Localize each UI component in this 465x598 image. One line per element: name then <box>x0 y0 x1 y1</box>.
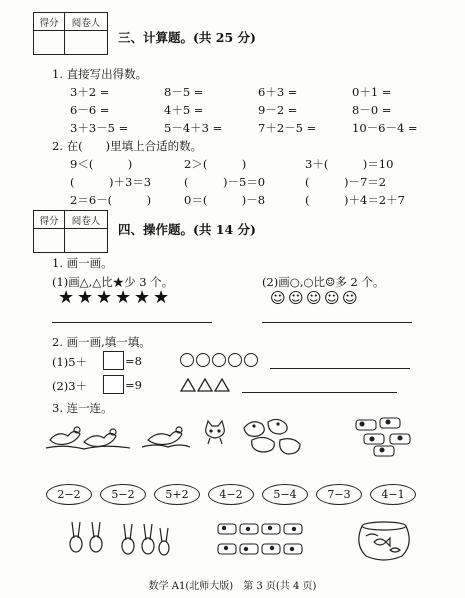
star-icon: ★ <box>153 287 170 308</box>
answer-line[interactable] <box>52 322 212 323</box>
arithmetic-problem[interactable]: 8－5 = <box>164 85 204 99</box>
fill-blank-problem[interactable]: 3＋( )＝10 <box>305 157 394 171</box>
circle-icon <box>180 353 194 367</box>
expression-oval[interactable]: 5−4 <box>262 484 308 505</box>
s4-q2-row1-suffix: =8 <box>125 354 142 368</box>
ducks-picture[interactable] <box>44 418 136 452</box>
arithmetic-problem[interactable]: 7＋2－5 = <box>258 121 317 135</box>
fill-blank-problem[interactable]: ( )－7＝2 <box>305 175 387 189</box>
section4-title: 四、操作题。(共 14 分) <box>118 222 256 237</box>
circle-icon <box>244 353 258 367</box>
star-icon: ★ <box>77 287 94 308</box>
arithmetic-problem[interactable]: 6－6 = <box>70 103 110 117</box>
answer-line[interactable] <box>270 368 410 369</box>
score-label: 得分 <box>34 13 65 31</box>
smiley-icon: ☺ <box>288 289 304 307</box>
score-cell[interactable] <box>34 31 65 55</box>
grader-cell[interactable] <box>65 31 108 55</box>
grader-label: 阅卷人 <box>65 13 108 31</box>
circle-icon <box>212 353 226 367</box>
smiley-icon: ☺ <box>270 289 286 307</box>
circle-icon <box>228 353 242 367</box>
arithmetic-problem[interactable]: 4＋5 = <box>164 103 204 117</box>
cat-picture[interactable] <box>200 418 230 446</box>
cows-group-picture[interactable] <box>350 414 422 460</box>
expression-oval[interactable]: 2−2 <box>46 484 92 505</box>
s4-q2-label: 2. 画一画,填一填。 <box>52 335 151 349</box>
arithmetic-problem[interactable]: 5－4＋3 = <box>164 121 223 135</box>
answer-line[interactable] <box>242 392 397 393</box>
s4-q1-part1: (1)画△,△比★少 3 个。 <box>52 275 174 289</box>
circle-icon <box>196 353 210 367</box>
star-icon: ★ <box>115 287 132 308</box>
grader-label: 阅卷人 <box>65 211 108 229</box>
fill-blank-problem[interactable]: ( )＋3＝3 <box>70 175 152 189</box>
answer-box[interactable] <box>103 375 124 394</box>
section3-title: 三、计算题。(共 25 分) <box>118 30 256 45</box>
s4-q2-row2-prefix: (2)3＋ <box>52 379 88 393</box>
fill-blank-problem[interactable]: 0＝( )－8 <box>184 193 266 207</box>
score-box-section4 <box>33 210 108 253</box>
smiley-icon: ☺ <box>324 289 340 307</box>
star-icon: ★ <box>58 287 75 308</box>
fill-blank-problem[interactable]: 9＜( ) <box>70 157 133 171</box>
answer-line[interactable] <box>262 322 412 323</box>
star-icon: ★ <box>96 287 113 308</box>
score-box-section3 <box>33 12 108 55</box>
duck-swimming-picture[interactable] <box>140 420 192 450</box>
grader-cell[interactable] <box>65 229 108 253</box>
smiley-icon: ☺ <box>306 289 322 307</box>
answer-box[interactable] <box>103 351 124 370</box>
star-icon: ★ <box>134 287 151 308</box>
s4-q1-part2: (2)画○,○比☺多 2 个。 <box>262 275 385 289</box>
arithmetic-problem[interactable]: 6＋3 = <box>258 85 298 99</box>
expression-oval[interactable]: 5+2 <box>154 484 200 505</box>
expression-oval[interactable]: 5−2 <box>100 484 146 505</box>
arithmetic-problem[interactable]: 8－0 = <box>352 103 392 117</box>
triangle-icon <box>214 378 230 392</box>
arithmetic-problem[interactable]: 3＋3－5 = <box>70 121 129 135</box>
fishbowl-picture[interactable] <box>352 516 416 564</box>
score-label: 得分 <box>34 211 65 229</box>
s4-q2-row2-suffix: =9 <box>125 378 142 392</box>
fill-blank-problem[interactable]: 2＞( ) <box>184 157 247 171</box>
q2-label: 2. 在( )里填上合适的数。 <box>52 139 203 153</box>
smiley-icon: ☺ <box>342 289 358 307</box>
s4-q2-row1-prefix: (1)5＋ <box>52 355 88 369</box>
fill-blank-problem[interactable]: 2＝6－( ) <box>70 193 152 207</box>
triangle-icon <box>180 378 196 392</box>
arithmetic-problem[interactable]: 9－2 = <box>258 103 298 117</box>
fill-blank-problem[interactable]: ( )＋4＝2＋7 <box>305 193 405 207</box>
fill-blank-problem[interactable]: ( )－5＝0 <box>184 175 266 189</box>
expression-oval[interactable]: 7−3 <box>316 484 362 505</box>
cows-row-picture[interactable] <box>214 520 310 560</box>
expression-oval[interactable]: 4−1 <box>370 484 416 505</box>
s4-q1-label: 1. 画一画。 <box>52 256 113 270</box>
arithmetic-problem[interactable]: 10－6－4 = <box>352 121 418 135</box>
triangle-icon <box>197 378 213 392</box>
rabbits-group-picture[interactable] <box>66 518 178 558</box>
q1-label: 1. 直接写出得数。 <box>52 67 148 81</box>
s4-q3-label: 3. 连一连。 <box>52 401 113 415</box>
arithmetic-problem[interactable]: 0＋1 = <box>352 85 392 99</box>
score-cell[interactable] <box>34 229 65 253</box>
page-footer: 数学 A1(北师大版) 第 3 页(共 4 页) <box>148 581 317 592</box>
expression-oval[interactable]: 4−2 <box>208 484 254 505</box>
animals-group-picture[interactable] <box>238 414 306 458</box>
arithmetic-problem[interactable]: 3＋2 = <box>70 85 110 99</box>
